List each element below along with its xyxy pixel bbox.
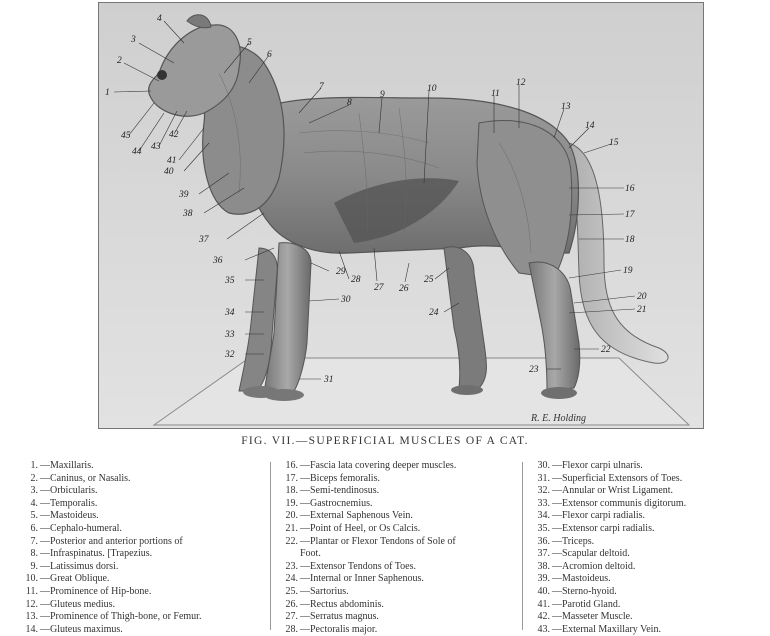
label-3: 3 bbox=[131, 35, 136, 45]
legend-text: —Internal or Inner Saphenous. bbox=[300, 573, 424, 585]
legend-text: —Masseter Muscle. bbox=[552, 611, 633, 623]
label-28: 28 bbox=[351, 275, 361, 285]
label-7: 7 bbox=[319, 82, 324, 92]
label-27: 27 bbox=[374, 283, 384, 293]
label-37: 37 bbox=[199, 235, 209, 245]
label-11: 11 bbox=[491, 89, 500, 99]
legend-entry bbox=[522, 586, 770, 599]
legend-text: Foot. bbox=[300, 548, 321, 560]
label-21: 21 bbox=[637, 305, 647, 315]
legend-number: 34. bbox=[537, 510, 550, 522]
legend-number: 41. bbox=[537, 598, 550, 610]
legend-number: 32. bbox=[537, 485, 550, 497]
label-2: 2 bbox=[117, 56, 122, 66]
label-29: 29 bbox=[336, 267, 346, 277]
legend-text: —Orbicularis. bbox=[40, 485, 98, 497]
legend-text: —Maxillaris. bbox=[40, 460, 94, 471]
label-12: 12 bbox=[516, 78, 526, 88]
label-25: 25 bbox=[424, 275, 434, 285]
legend-entry bbox=[270, 536, 532, 549]
legend-entry bbox=[10, 536, 272, 549]
label-42: 42 bbox=[169, 130, 179, 140]
legend-text: —Annular or Wrist Ligament. bbox=[552, 485, 674, 497]
legend-text: —Point of Heel, or Os Calcis. bbox=[300, 522, 421, 534]
label-15: 15 bbox=[609, 138, 619, 148]
label-39: 39 bbox=[179, 190, 189, 200]
paw bbox=[264, 389, 304, 401]
legend-number: 21. bbox=[285, 522, 298, 534]
legend-column-1 bbox=[10, 460, 272, 636]
label-17: 17 bbox=[625, 210, 635, 220]
legend-number: 16. bbox=[285, 460, 298, 471]
legend-text: —Biceps femoralis. bbox=[300, 472, 380, 484]
legend-number: 19. bbox=[285, 497, 298, 509]
label-31: 31 bbox=[324, 375, 334, 385]
label-24: 24 bbox=[429, 308, 439, 318]
legend-entry bbox=[270, 523, 532, 536]
label-30: 30 bbox=[341, 295, 351, 305]
label-10: 10 bbox=[427, 84, 437, 94]
legend-entry bbox=[270, 473, 532, 486]
figure-caption: FIG. VII.—SUPERFICIAL MUSCLES OF A CAT. bbox=[241, 435, 529, 447]
legend-text: —Extensor Tendons of Toes. bbox=[300, 560, 416, 572]
legend-number: 20. bbox=[285, 510, 298, 522]
floor-platform bbox=[154, 358, 689, 425]
legend-text: —Caninus, or Nasalis. bbox=[40, 472, 131, 484]
legend-text: —Mastoideus. bbox=[552, 573, 611, 585]
eye bbox=[157, 70, 167, 80]
legend-number: 31. bbox=[537, 472, 550, 484]
legend-entry bbox=[10, 460, 272, 473]
legend-text: —Sterno-hyoid. bbox=[552, 585, 617, 597]
legend-entry bbox=[270, 485, 532, 498]
legend-number: 37. bbox=[537, 548, 550, 560]
legend-column-3 bbox=[522, 460, 770, 636]
legend-text: —Serratus magnus. bbox=[300, 611, 379, 623]
legend-number: 26. bbox=[285, 598, 298, 610]
label-18: 18 bbox=[625, 235, 635, 245]
label-16: 16 bbox=[625, 184, 635, 194]
legend-text: —Superficial Extensors of Toes. bbox=[552, 472, 683, 484]
legend-entry bbox=[270, 548, 532, 561]
legend-text: —Pectoralis major. bbox=[300, 623, 378, 635]
legend-number: 28. bbox=[285, 623, 298, 635]
label-40: 40 bbox=[164, 167, 174, 177]
legend-entry bbox=[10, 523, 272, 536]
legend-entry bbox=[10, 611, 272, 624]
legend-number: 25. bbox=[285, 585, 298, 597]
legend-entry bbox=[270, 498, 532, 511]
legend-number: 8. bbox=[30, 548, 38, 560]
label-20: 20 bbox=[637, 292, 647, 302]
label-22: 22 bbox=[601, 345, 611, 355]
legend-number: 40. bbox=[537, 585, 550, 597]
legend-entry bbox=[522, 510, 770, 523]
legend-text: —Cephalo-humeral. bbox=[40, 522, 122, 534]
legend-text: —Posterior and anterior portions of bbox=[40, 535, 183, 547]
label-9: 9 bbox=[380, 90, 385, 100]
legend-text: —External Maxillary Vein. bbox=[552, 623, 661, 635]
label-19: 19 bbox=[623, 266, 633, 276]
legend-number: 3. bbox=[30, 485, 38, 497]
paw bbox=[541, 387, 577, 399]
legend-text: —Mastoideus. bbox=[40, 510, 99, 522]
legend-text: —Prominence of Thigh-bone, or Femur. bbox=[40, 611, 202, 623]
label-43: 43 bbox=[151, 142, 161, 152]
legend-entry bbox=[10, 561, 272, 574]
legend-text: —Prominence of Hip-bone. bbox=[40, 585, 152, 597]
legend-text: —Great Oblique. bbox=[40, 573, 110, 585]
legend-entry bbox=[522, 460, 770, 473]
anatomical-plate bbox=[98, 2, 704, 429]
legend-text: —Flexor carpi radialis. bbox=[552, 510, 646, 522]
legend-number: 5. bbox=[30, 510, 38, 522]
legend-entry bbox=[270, 611, 532, 624]
legend-entry bbox=[10, 498, 272, 511]
legend-text: —Acromion deltoid. bbox=[552, 560, 636, 572]
legend-number: 18. bbox=[285, 485, 298, 497]
label-23: 23 bbox=[529, 365, 539, 375]
label-26: 26 bbox=[399, 284, 409, 294]
legend-entry bbox=[10, 485, 272, 498]
legend-entry bbox=[522, 599, 770, 612]
legend-entry bbox=[270, 561, 532, 574]
label-33: 33 bbox=[225, 330, 235, 340]
legend-text: —Extensor carpi radialis. bbox=[552, 522, 655, 534]
legend-text: —Flexor carpi ulnaris. bbox=[552, 460, 643, 471]
legend-number: 11. bbox=[25, 585, 38, 597]
legend-entry bbox=[522, 561, 770, 574]
legend-number: 35. bbox=[537, 522, 550, 534]
legend-text: —Sartorius. bbox=[300, 585, 349, 597]
label-36: 36 bbox=[213, 256, 223, 266]
legend-number: 22. bbox=[285, 535, 298, 547]
legend-number: 24. bbox=[285, 573, 298, 585]
legend-number: 1. bbox=[30, 460, 38, 471]
legend-entry bbox=[522, 485, 770, 498]
legend-text: —Triceps. bbox=[552, 535, 595, 547]
legend-entry bbox=[10, 510, 272, 523]
legend-entry bbox=[270, 460, 532, 473]
legend-text: —Fascia lata covering deeper muscles. bbox=[300, 460, 457, 471]
legend-text: —Scapular deltoid. bbox=[552, 548, 630, 560]
legend-text: —Gastrocnemius. bbox=[300, 497, 373, 509]
legend-text: —Infraspinatus. [Trapezius. bbox=[40, 548, 153, 560]
legend-number: 33. bbox=[537, 497, 550, 509]
legend-number: 17. bbox=[285, 472, 298, 484]
legend-entry bbox=[270, 599, 532, 612]
cat-muscle-illustration bbox=[99, 3, 703, 428]
legend-number: 42. bbox=[537, 611, 550, 623]
legend-number: 38. bbox=[537, 560, 550, 572]
legend-entry bbox=[522, 548, 770, 561]
legend-entry bbox=[10, 548, 272, 561]
legend-text: —Rectus abdominis. bbox=[300, 598, 384, 610]
legend-number: 12. bbox=[25, 598, 38, 610]
label-6: 6 bbox=[267, 50, 272, 60]
label-14: 14 bbox=[585, 121, 595, 131]
legend-number: 7. bbox=[30, 535, 38, 547]
legend-number: 43. bbox=[537, 623, 550, 635]
legend-number: 39. bbox=[537, 573, 550, 585]
legend-entry bbox=[522, 523, 770, 536]
legend-text: —Parotid Gland. bbox=[552, 598, 621, 610]
legend-text: —Gluteus maximus. bbox=[40, 623, 123, 635]
column-divider bbox=[270, 462, 271, 630]
legend-text: —Semi-tendinosus. bbox=[300, 485, 380, 497]
legend-text: —Temporalis. bbox=[40, 497, 98, 509]
legend-entry bbox=[270, 573, 532, 586]
label-44: 44 bbox=[132, 147, 142, 157]
label-32: 32 bbox=[225, 350, 235, 360]
legend-entry bbox=[270, 510, 532, 523]
legend-entry bbox=[10, 573, 272, 586]
paw bbox=[451, 385, 483, 395]
legend-number: 13. bbox=[25, 611, 38, 623]
label-34: 34 bbox=[225, 308, 235, 318]
legend-entry bbox=[522, 498, 770, 511]
legend-number: 27. bbox=[285, 611, 298, 623]
legend-number: 2. bbox=[30, 472, 38, 484]
legend-text: —Latissimus dorsi. bbox=[40, 560, 119, 572]
label-38: 38 bbox=[183, 209, 193, 219]
legend-number: 4. bbox=[30, 497, 38, 509]
legend-number: 10. bbox=[25, 573, 38, 585]
legend-entry bbox=[522, 611, 770, 624]
label-41: 41 bbox=[167, 156, 177, 166]
label-4: 4 bbox=[157, 14, 162, 24]
legend-entry bbox=[270, 586, 532, 599]
legend-number: 36. bbox=[537, 535, 550, 547]
label-45: 45 bbox=[121, 131, 131, 141]
label-8: 8 bbox=[347, 98, 352, 108]
legend-entry bbox=[522, 536, 770, 549]
legend-entry bbox=[10, 586, 272, 599]
legend-entry bbox=[522, 573, 770, 586]
legend-column-2 bbox=[270, 460, 532, 636]
legend-number: 23. bbox=[285, 560, 298, 572]
artist-signature: R. E. Holding bbox=[531, 413, 586, 424]
legend-text: —Extensor communis digitorum. bbox=[552, 497, 687, 509]
legend-entry bbox=[522, 473, 770, 486]
label-35: 35 bbox=[225, 276, 235, 286]
legend-text: —External Saphenous Vein. bbox=[300, 510, 413, 522]
legend-entry bbox=[10, 473, 272, 486]
legend-number: 9. bbox=[30, 560, 38, 572]
legend-number: 14. bbox=[25, 623, 38, 635]
legend-entry bbox=[10, 599, 272, 612]
legend-text: —Gluteus medius. bbox=[40, 598, 115, 610]
legend-number: 30. bbox=[537, 460, 550, 471]
legend-number: 6. bbox=[30, 522, 38, 534]
label-1: 1 bbox=[105, 88, 110, 98]
label-13: 13 bbox=[561, 102, 571, 112]
label-5: 5 bbox=[247, 38, 252, 48]
column-divider bbox=[522, 462, 523, 630]
legend-text: —Plantar or Flexor Tendons of Sole of bbox=[300, 535, 456, 547]
